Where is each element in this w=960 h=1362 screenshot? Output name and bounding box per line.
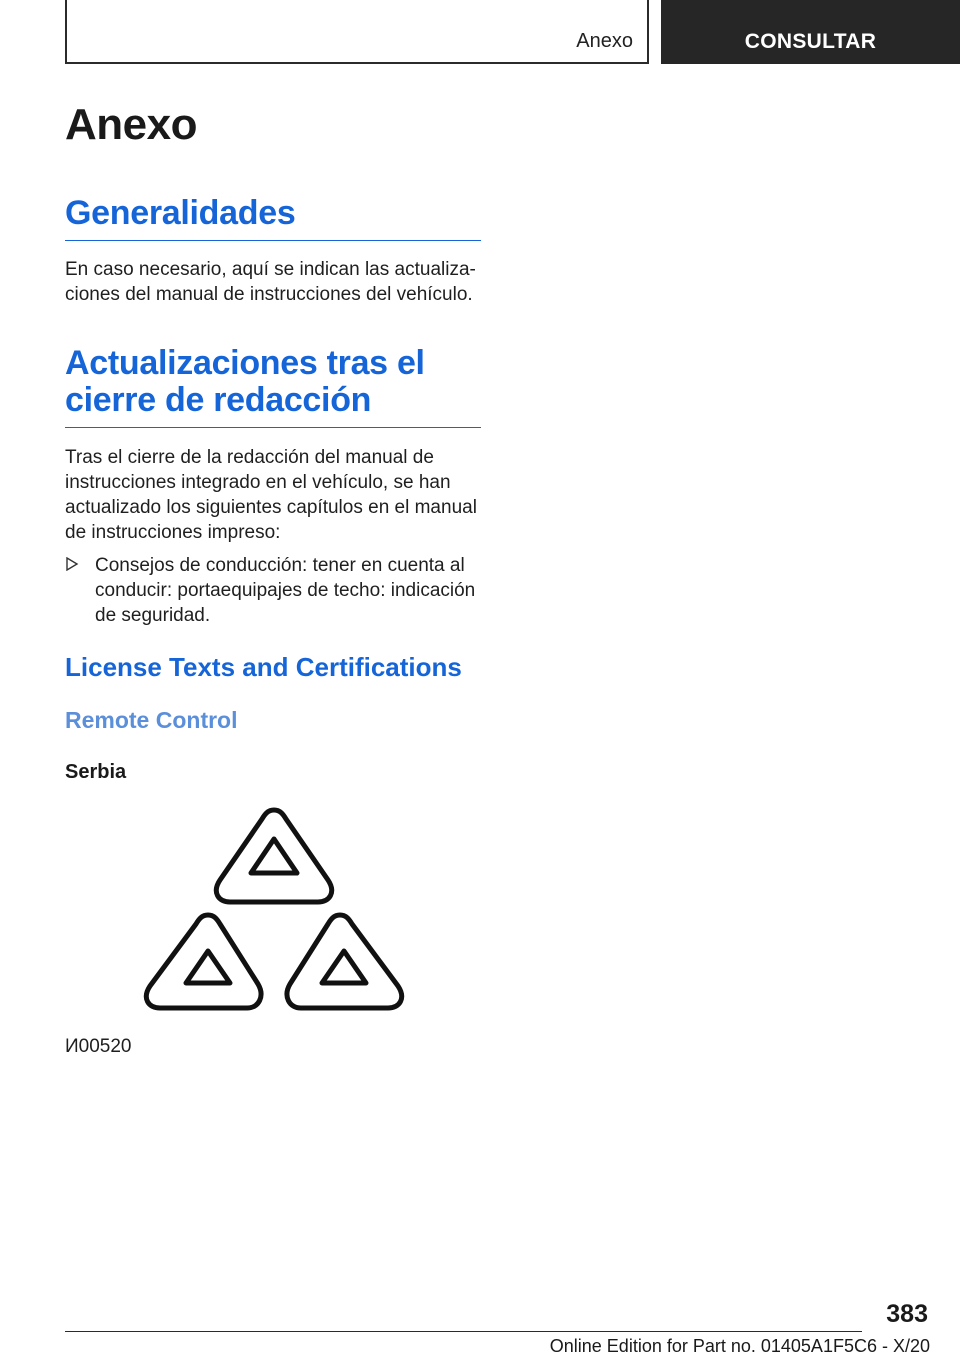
serbia-certification-mark-icon (140, 802, 408, 1014)
heading-line: cierre de redacción (65, 381, 372, 419)
body-line: instrucciones integrado en el vehículo, se han (65, 472, 451, 493)
bullet-list (65, 553, 481, 628)
triangle-right-icon (65, 557, 79, 571)
list-item-line: conducir: portaequipajes de techo: indicación (95, 580, 476, 601)
certification-code-wrap (65, 1034, 481, 1059)
section-actualizaciones-body (65, 445, 481, 545)
section-generalidades (65, 195, 481, 241)
section-generalidades-body (65, 257, 481, 307)
header-section-box (65, 0, 649, 64)
license-heading: License Texts and Certifications (65, 652, 462, 682)
section-actualizaciones (65, 345, 481, 428)
header-tab-label[interactable]: CONSULTAR (744, 30, 877, 53)
page-number: 383 (886, 1300, 928, 1328)
header-section-label: Anexo (576, 30, 633, 52)
body-line: de instrucciones impreso: (65, 522, 281, 543)
section-heading-actualizaciones (65, 345, 481, 428)
footer-divider (65, 1331, 862, 1332)
body-line: En caso necesario, aquí se indican las actualiza- (65, 259, 476, 280)
chapter-title: Anexo (65, 100, 197, 149)
list-item (65, 553, 481, 628)
footer-edition: Online Edition for Part no. 01405A1F5C6 - X/20 (549, 1336, 930, 1356)
body-line: actualizado los siguientes capítulos en el manual (65, 497, 477, 518)
license-heading-wrap (65, 652, 495, 683)
remote-control-heading: Remote Control (65, 707, 238, 733)
country-heading: Serbia (65, 761, 127, 783)
section-heading-generalidades: Generalidades (65, 195, 481, 241)
body-line: Tras el cierre de la redacción del manual de (65, 447, 434, 468)
country-heading-wrap (65, 761, 481, 784)
heading-line: Actualizaciones tras el (65, 344, 425, 382)
list-item-line: de seguridad. (95, 605, 211, 626)
header-tab-box[interactable] (661, 0, 960, 64)
remote-control-heading-wrap (65, 707, 481, 734)
certification-code: И00520 (65, 1036, 132, 1057)
body-line: ciones del manual de instrucciones del vehículo. (65, 284, 473, 305)
list-item-line: Consejos de conducción: tener en cuenta al (95, 555, 465, 576)
